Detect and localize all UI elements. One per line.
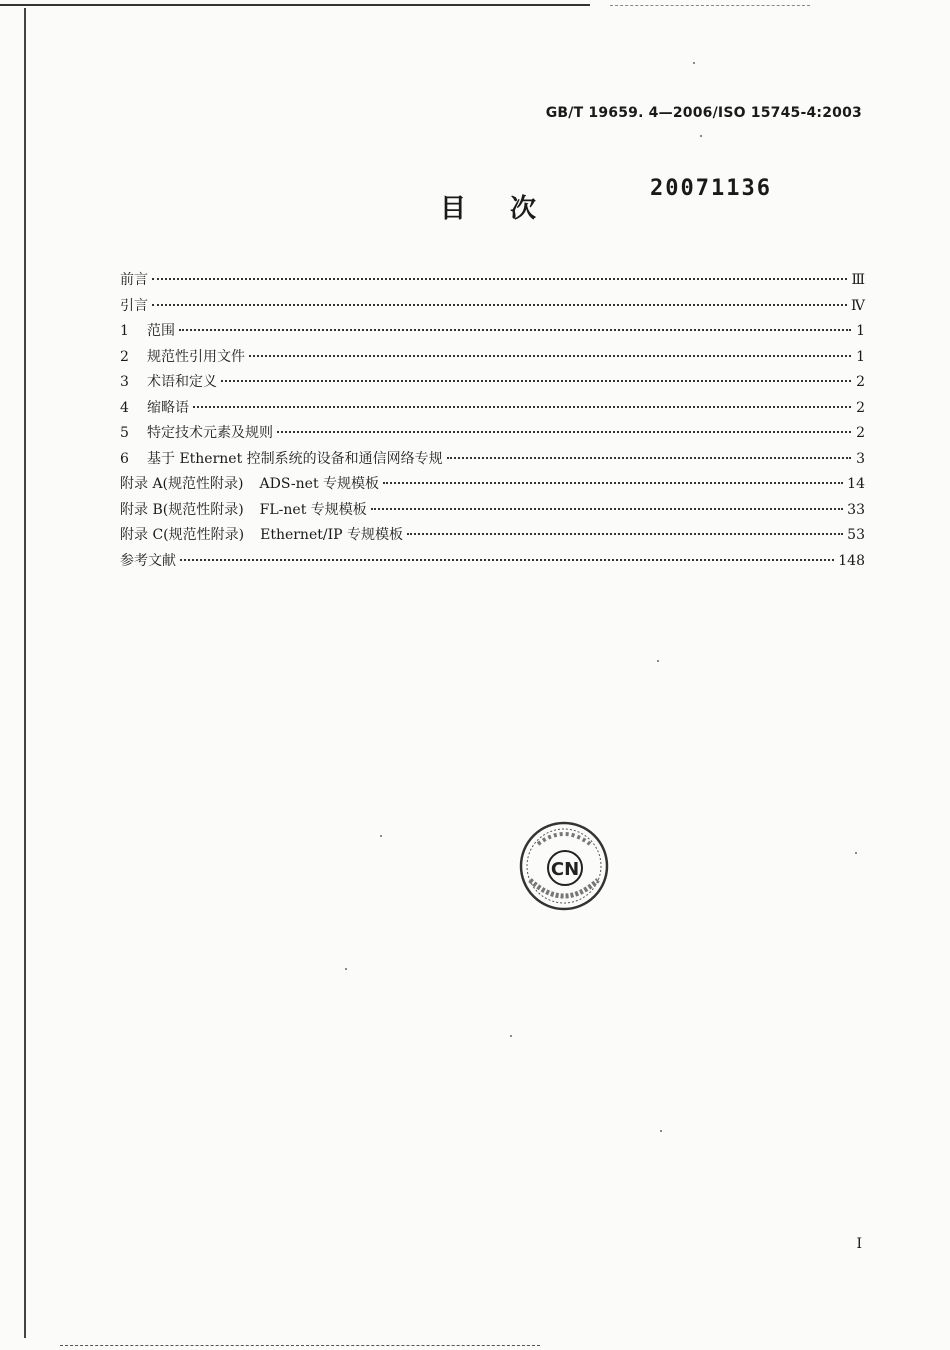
toc-entry-page: 33 [847, 501, 865, 518]
toc-entry-number: 3 [120, 374, 129, 390]
toc-entry-page: 53 [847, 527, 865, 543]
page-title: 目次 [440, 194, 581, 224]
toc-entry-page: 2 [856, 425, 865, 441]
toc-entry-title-main: 引言 [120, 297, 148, 314]
toc-dot-leader [179, 329, 851, 331]
toc-entry-title-main: 范围 [147, 323, 175, 339]
toc-entry-title-main: 附录 A(规范性附录) [120, 476, 244, 492]
toc-entry-title-main: 附录 C(规范性附录) [120, 527, 245, 543]
toc-entry[interactable] [120, 447, 865, 473]
toc-entry-number: 2 [120, 348, 129, 365]
toc-entry-title-main: 参考文献 [120, 552, 176, 569]
toc-entry-number: 6 [120, 450, 129, 467]
toc-dot-leader [221, 380, 851, 382]
toc-dot-leader [371, 508, 843, 510]
toc-entry-subtitle: Ethernet/IP 专规模板 [260, 527, 403, 543]
toc-entry-title [120, 498, 367, 524]
toc-entry-page: Ⅲ [851, 272, 865, 288]
toc-entry-page: 1 [856, 323, 865, 339]
toc-entry-title [147, 421, 273, 447]
toc-entry[interactable] [120, 268, 865, 294]
toc-entry-number: 5 [120, 425, 129, 441]
scan-speck [660, 1130, 662, 1132]
toc-dot-leader [277, 431, 851, 433]
toc-entry-title [120, 549, 176, 575]
toc-dot-leader [180, 559, 834, 561]
toc-entry-title [147, 396, 189, 422]
toc-entry-title [120, 472, 379, 498]
scan-border-top-dashed [610, 5, 810, 6]
toc-entry-title [147, 370, 217, 396]
toc-entry-title [147, 447, 443, 473]
standard-number: GB/T 19659. 4—2006/ISO 15745-4:2003 [545, 105, 862, 121]
toc-entry-title-main: 前言 [120, 272, 148, 288]
stamp-number: 20071136 [650, 176, 772, 201]
toc-entry-title-main: 术语和定义 [147, 374, 217, 390]
toc-entry-page: 3 [856, 450, 865, 467]
toc-entry-page: 2 [856, 399, 865, 416]
toc-entry[interactable] [120, 396, 865, 422]
toc-entry[interactable] [120, 294, 865, 320]
toc-entry-page: Ⅳ [851, 297, 865, 314]
seal-center-text: CN [550, 859, 580, 880]
toc-entry-title [147, 319, 175, 345]
toc-entry-title-main: 缩略语 [147, 399, 189, 416]
toc-dot-leader [152, 304, 847, 306]
toc-entry[interactable] [120, 498, 865, 524]
toc-entry-subtitle: FL-net 专规模板 [259, 501, 367, 518]
toc-entry[interactable] [120, 523, 865, 549]
toc-entry-title-main: 基于 Ethernet 控制系统的设备和通信网络专规 [147, 450, 443, 467]
scan-border-left [24, 8, 26, 1338]
scan-speck [380, 835, 382, 837]
toc-dot-leader [407, 533, 843, 535]
toc-entry-page: 1 [856, 348, 865, 365]
scan-border-bottom [60, 1345, 540, 1346]
scan-border-top [0, 4, 590, 6]
toc-entry-title-main: 规范性引用文件 [147, 348, 245, 365]
toc-entry-title [120, 268, 148, 294]
toc-dot-leader [193, 406, 851, 408]
scan-speck [657, 660, 659, 662]
table-of-contents [120, 268, 865, 574]
scan-speck [855, 852, 857, 854]
toc-entry-title [120, 523, 403, 549]
toc-entry-title-main: 特定技术元素及规则 [147, 425, 273, 441]
toc-entry[interactable] [120, 421, 865, 447]
scan-speck [345, 968, 347, 970]
library-seal-stamp [518, 820, 610, 912]
toc-entry-title [120, 294, 148, 320]
toc-entry-page: 148 [838, 552, 865, 569]
toc-entry[interactable] [120, 370, 865, 396]
toc-entry-subtitle: ADS-net 专规模板 [259, 476, 380, 492]
toc-entry[interactable] [120, 319, 865, 345]
toc-entry-number: 4 [120, 399, 129, 416]
toc-entry[interactable] [120, 472, 865, 498]
toc-entry[interactable] [120, 345, 865, 371]
toc-entry[interactable] [120, 549, 865, 575]
scan-speck [510, 1035, 512, 1037]
toc-dot-leader [249, 355, 851, 357]
toc-dot-leader [152, 278, 847, 280]
toc-entry-number: 1 [120, 323, 129, 339]
toc-entry-title-main: 附录 B(规范性附录) [120, 501, 244, 518]
scan-speck [700, 135, 702, 137]
toc-entry-page: 2 [856, 374, 865, 390]
toc-entry-title [147, 345, 245, 371]
scan-speck [693, 62, 695, 64]
toc-dot-leader [383, 482, 843, 484]
toc-dot-leader [447, 457, 851, 459]
page-number: I [856, 1236, 862, 1252]
toc-entry-page: 14 [847, 476, 865, 492]
